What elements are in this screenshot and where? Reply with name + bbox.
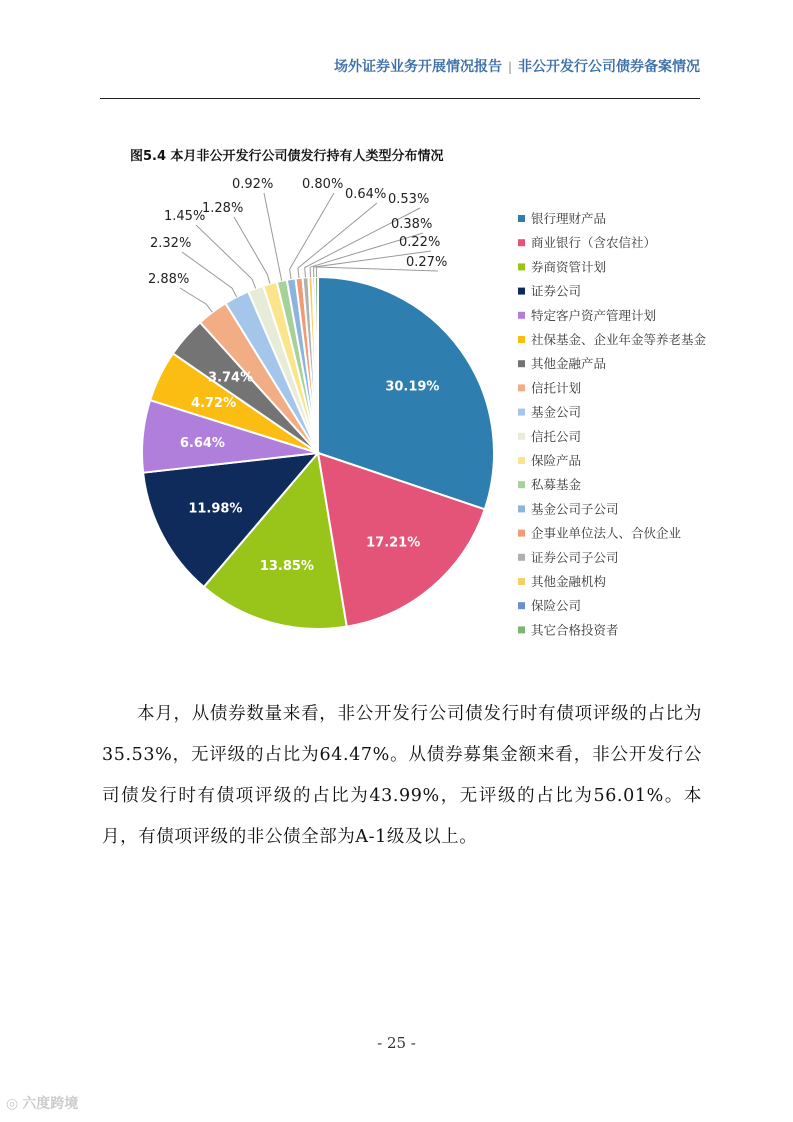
header-rule — [100, 98, 700, 99]
legend-swatch — [518, 602, 525, 609]
slice-label: 0.27% — [406, 255, 448, 270]
legend-label: 社保基金、企业年金等养老基金 — [531, 332, 707, 347]
slice-label: 2.88% — [148, 272, 190, 287]
watermark-text: 六度跨境 — [22, 1096, 79, 1112]
legend-label: 商业银行（含农信社） — [531, 235, 657, 251]
legend-swatch — [518, 578, 525, 585]
slice-label: 0.53% — [388, 192, 430, 207]
watermark-logo-icon: ◎ — [6, 1096, 19, 1112]
slice-label: 0.92% — [232, 177, 274, 192]
legend-label: 特定客户资产管理计划 — [531, 307, 657, 323]
legend-label: 证券公司 — [531, 283, 582, 299]
legend-swatch — [518, 312, 525, 319]
slice-label: 13.85% — [259, 558, 314, 574]
slice-label: 0.80% — [302, 177, 344, 192]
leader-line — [180, 288, 212, 312]
leader-line — [264, 193, 282, 281]
legend-label: 基金公司子公司 — [531, 501, 619, 517]
slice-label: 1.45% — [164, 209, 206, 224]
slice-label: 6.64% — [179, 435, 225, 451]
legend-label: 信托计划 — [531, 380, 582, 396]
legend-swatch — [518, 554, 525, 561]
leader-line — [298, 203, 377, 278]
legend-label: 其他金融产品 — [531, 356, 607, 372]
pie-slices — [142, 277, 494, 629]
legend-label: 基金公司 — [531, 404, 582, 420]
chart-legend — [518, 211, 707, 637]
legend-label: 企事业单位法人、合伙企业 — [531, 525, 682, 541]
legend-swatch — [518, 530, 525, 537]
legend-swatch — [518, 505, 525, 512]
legend-label: 保险产品 — [531, 453, 582, 468]
page-number: - 25 - — [377, 1034, 416, 1052]
watermark — [6, 1093, 78, 1113]
legend-swatch — [518, 433, 525, 440]
header-separator: | — [507, 60, 512, 74]
slice-label: 0.64% — [345, 187, 387, 202]
page-header — [100, 56, 700, 96]
header-section-title: 非公开发行公司债券备案情况 — [518, 59, 700, 75]
legend-swatch — [518, 288, 525, 295]
slice-label: 30.19% — [385, 379, 440, 395]
legend-label: 私募基金 — [531, 477, 582, 493]
legend-label: 其它合格投资者 — [531, 622, 619, 638]
legend-swatch — [518, 215, 525, 222]
slice-label: 3.74% — [208, 370, 254, 386]
legend-swatch — [518, 481, 525, 488]
leader-line — [196, 225, 256, 288]
leader-line — [234, 217, 270, 284]
legend-label: 信托公司 — [531, 428, 582, 444]
legend-label: 其他金融机构 — [531, 574, 607, 589]
slice-label: 4.72% — [191, 396, 237, 412]
body-paragraph: 本月，从债券数量来看，非公开发行公司债发行时有债项评级的占比为35.53%，无评级的占比为64.47%。从债券募集金额来看，非公开发行公司债发行时有债项评级的占比为43.99%，无评级的占比为56.01%。本月，有债项评级的非公债全部为A-1级及以上。 — [102, 704, 702, 847]
slice-label: 17.21% — [366, 535, 421, 551]
legend-swatch — [518, 626, 525, 633]
legend-swatch — [518, 384, 525, 391]
pie-chart — [0, 160, 793, 660]
legend-swatch — [518, 360, 525, 367]
slice-label: 1.28% — [202, 201, 244, 216]
leader-line — [182, 252, 237, 297]
slice-label: 11.98% — [188, 501, 243, 517]
slice-label: 0.38% — [391, 217, 433, 232]
legend-swatch — [518, 409, 525, 416]
legend-label: 银行理财产品 — [531, 211, 607, 226]
legend-label: 证券公司子公司 — [531, 549, 619, 565]
legend-swatch — [518, 336, 525, 343]
header-report-title: 场外证券业务开展情况报告 — [333, 59, 502, 75]
slice-label: 2.32% — [150, 236, 192, 251]
legend-label: 保险公司 — [531, 598, 582, 614]
legend-label: 券商资管计划 — [531, 259, 607, 275]
legend-swatch — [518, 457, 525, 464]
slice-label: 0.22% — [399, 235, 441, 250]
figure-title: 图5.4 本月非公开发行公司债发行持有人类型分布情况 — [130, 149, 444, 164]
legend-swatch — [518, 239, 525, 246]
legend-swatch — [518, 263, 525, 270]
